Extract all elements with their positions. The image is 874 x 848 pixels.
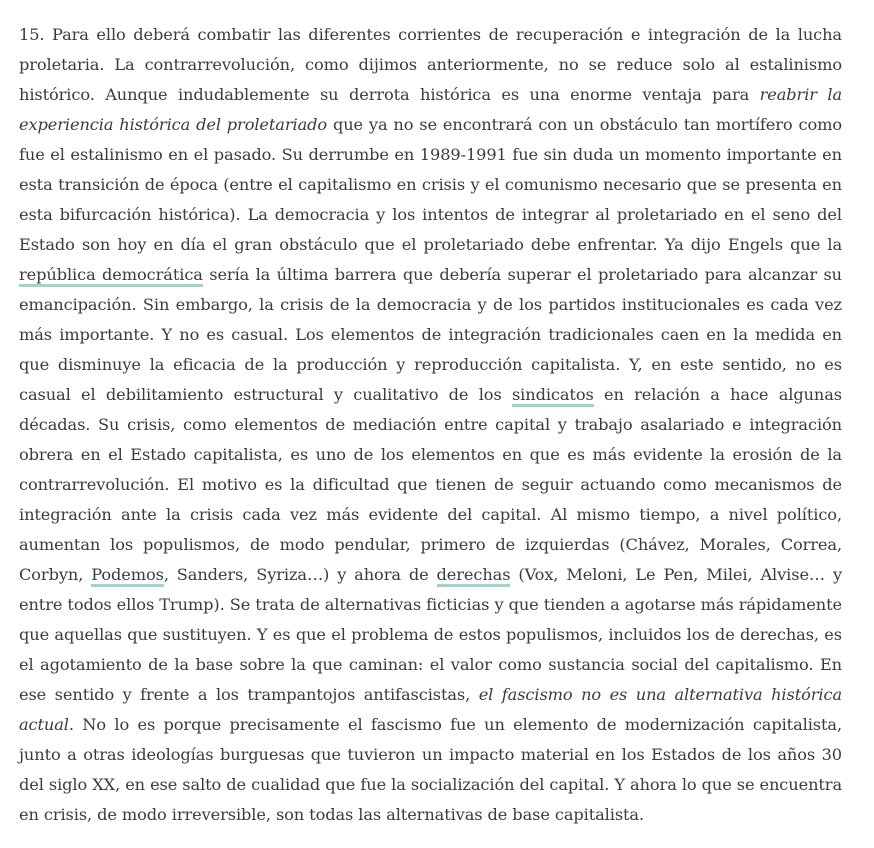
text-segment: . No lo es porque precisamente el fascismo fue un elemento de modernización capitalista, junto a otras ideologías burguesas que tuvieron un impacto material en los Estados de los años 30 del siglo XX, en ese salto de cualidad que fue la socialización del capital. Y ahora lo que se encuentra en crisis, de modo irreversible, son todas las alternativas de base capitalista.	[19, 715, 842, 825]
text-segment: (Vox, Meloni, Le Pen, Milei, Alvise… y entre todos ellos Trump). Se trata de alternativas ficticias y que tienden a agotarse más rápidamente que aquellas que sustituyen. Y es que el problema de estos populismos, incluidos los de derechas, es el agotamiento de la base sobre la que caminan: el valor como sustancia social del capitalismo. En ese sentido y frente a los trampantojos antifascistas,	[19, 565, 842, 705]
link-republica-democratica[interactable]: república democrática	[19, 265, 203, 287]
text-segment: 15. Para ello deberá combatir las diferentes corrientes de recuperación e integración de la lucha proletaria. La contrarrevolución, como dijimos anteriormente, no se reduce solo al estalinismo histórico. Aunque indudablemente su derrota histórica es una enorme ventaja para	[19, 25, 842, 105]
link-podemos[interactable]: Podemos	[91, 565, 164, 587]
emphasis-text: reabrir la experiencia histórica del proletariado	[19, 85, 842, 135]
text-segment: en relación a hace algunas décadas. Su crisis, como elementos de mediación entre capital y trabajo asalariado e integración obrera en el Estado capitalista, es uno de los elementos en que es más evidente la erosión de la contrarrevolución. El motivo es la dificultad que tienen de seguir actuando como mecanismos de integración ante la crisis cada vez más evidente del capital. Al mismo tiempo, a nivel político, aumentan los populismos, de modo pendular, primero de izquierdas (Chávez, Morales, Correa, Corbyn,	[19, 385, 842, 585]
text-segment: que ya no se encontrará con un obstáculo tan mortífero como fue el estalinismo en el pasado. Su derrumbe en 1989-1991 fue sin duda un momento importante en esta transición de época (entre el capitalismo en crisis y el comunismo necesario que se presenta en esta bifurcación histórica). La democracia y los intentos de integrar al proletariado en el seno del Estado son hoy en día el gran obstáculo que el proletariado debe enfrentar. Ya dijo Engels que la	[19, 115, 842, 255]
text-segment: , Sanders, Syriza…) y ahora de	[163, 565, 437, 585]
link-derechas[interactable]: derechas	[437, 565, 511, 587]
text-segment: sería la última barrera que debería superar el proletariado para alcanzar su emancipación. Sin embargo, la crisis de la democracia y de los partidos institucionales es cada vez más importante. Y no es casual. Los elementos de integración tradicionales caen en la medida en que disminuye la eficacia de la producción y reproducción capitalista. Y, en este sentido, no es casual el debilitamiento estructural y cualitativo de los	[19, 265, 843, 405]
link-sindicatos[interactable]: sindicatos	[512, 385, 594, 407]
article-paragraph	[19, 20, 842, 830]
emphasis-text: el fascismo no es una alternativa histórica actual	[19, 685, 842, 735]
